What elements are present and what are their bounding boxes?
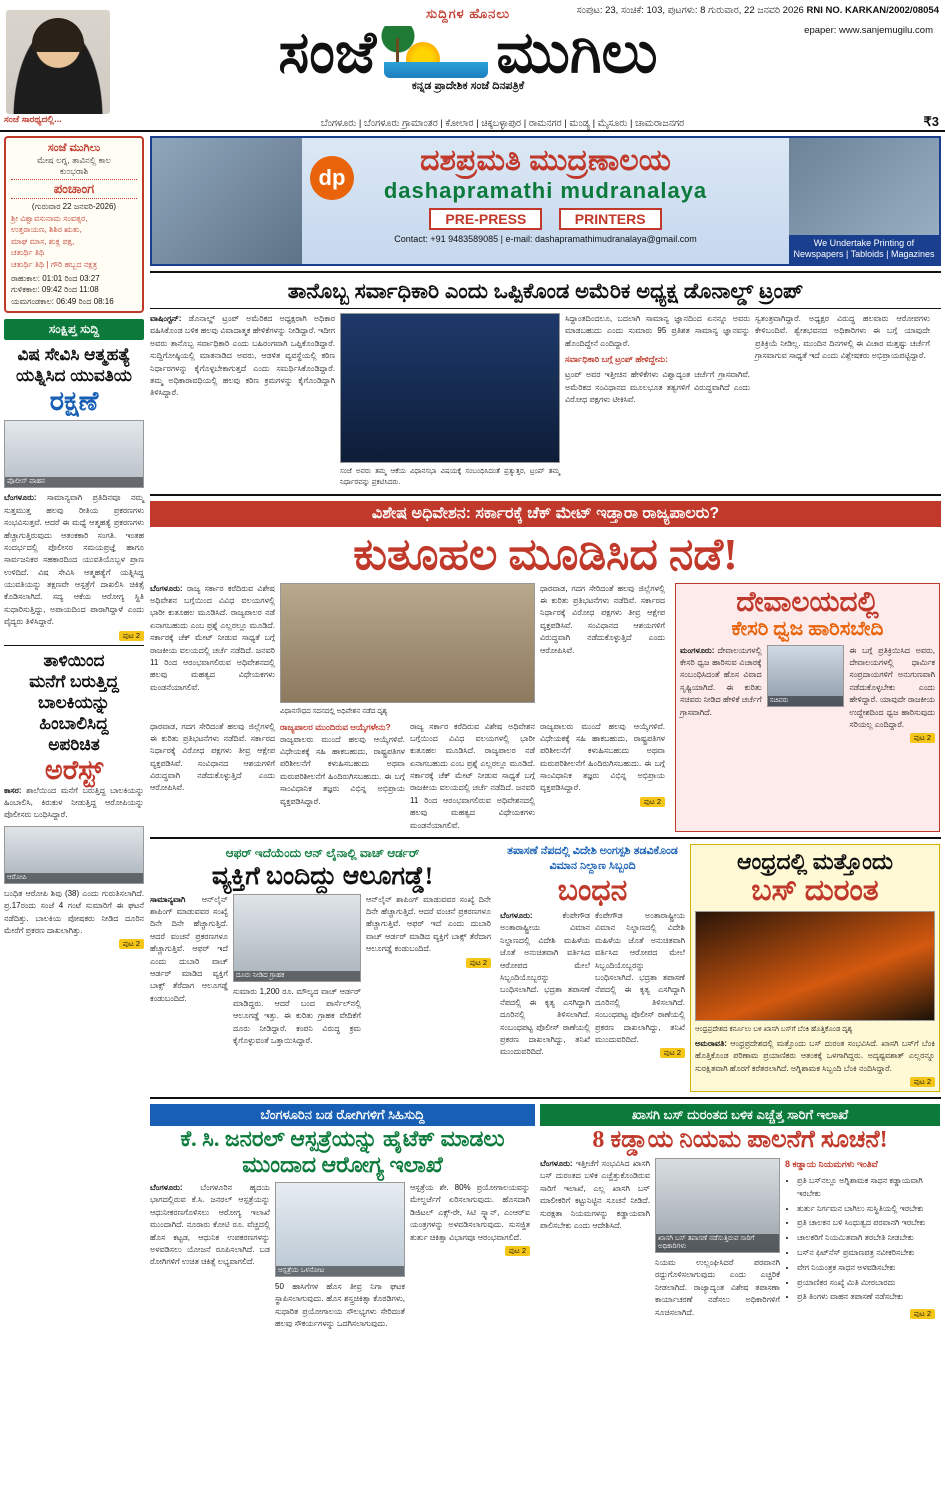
rules-list bbox=[785, 1175, 935, 1304]
temple-headline-1: ದೇವಾಲಯದಲ್ಲಿ bbox=[736, 586, 879, 618]
airport-headline: ಬಂಧನ bbox=[557, 874, 628, 908]
transport-rules bbox=[785, 1158, 935, 1319]
panchanga-row: ಶ್ರೀ ವಿಶ್ವಾವಸುನಾಮ ಸಂವತ್ಸರ, bbox=[11, 213, 88, 223]
trump-press-photo bbox=[340, 313, 560, 463]
rahu-kala-value: 01:01 ರಿಂದ 03:27 bbox=[42, 273, 100, 283]
dateline: ಅಮರಾವತಿ: bbox=[695, 1038, 727, 1048]
offer-story bbox=[150, 844, 495, 1092]
body-text: ರಾಜ್ಯಪಾಲರು ಮುಂದೆ ಹಲವು ಆಯ್ಕೆಗಳಿವೆ. ವಿಧೇಯಕಕ್ಕೆ ಸಹಿ ಹಾಕಬಹುದು, ರಾಷ್ಟ್ರಪತಿಗಳ ಪರಿಶೀಲನೆಗೆ ಕಳುಹಿಸಬಹುದು ಅಥವಾ ಮರುಪರಿಶೀಲನೆಗೆ ಹಿಂದಿರುಗಿಸಬಹುದು. ಈ ಬಗ್ಗೆ ಸಾಂವಿಧಾನಿಕ ತಜ್ಞರು ವಿಭಿನ್ನ ಅಭಿಪ್ರಾಯ ವ್ಯಕ್ತಪಡಿಸಿದ್ದಾರೆ. bbox=[280, 734, 405, 806]
body-text: ರಾಜ್ಯ ಸರ್ಕಾರ ಕರೆದಿರುವ ವಿಶೇಷ ಅಧಿವೇಶನ ಬಗ್ಗೆಯಿಂದ ವಿವಿಧ ವಲಯಗಳಲ್ಲಿ ಭಾರೀ ಕುತೂಹಲ ಮೂಡಿಸಿದೆ. ರಾಜ್ಯಪಾಲರ ನಡೆ ಏನಾಗಬಹುದು ಎಂಬ ಪ್ರಶ್ನೆ ಎಲ್ಲರಲ್ಲೂ ಮೂಡಿದೆ. ಸರ್ಕಾರಕ್ಕೆ ಚೆಕ್ ಮೇಟ್ ನೀಡುವ ಸಾಧ್ಯತೆ ಬಗ್ಗೆ ರಾಜಕೀಯ ವಲಯದಲ್ಲಿ ಚರ್ಚೆ ನಡೆದಿದೆ. ಜನವರಿ 11 ರಿಂದ ಆರಂಭವಾಗಲಿರುವ ಅಧಿವೇಶನದಲ್ಲಿ ಹಲವು ಮಹತ್ವದ ವಿಧೇಯಕಗಳು ಮಂಡನೆಯಾಗಲಿವೆ. bbox=[150, 583, 275, 692]
rule-item: • ಪ್ರಯಾಣಿಕರ ಸಂಖ್ಯೆ ಮಿತಿ ಮೀರಬಾರದು bbox=[797, 1277, 935, 1290]
ad-note-line1: We Undertake Printing of bbox=[813, 237, 915, 248]
rule-item: • ತುರ್ತು ನಿರ್ಗಮನ ಬಾಗಿಲು ಸುಸ್ಥಿತಿಯಲ್ಲಿ ಇರಬೇಕು bbox=[797, 1203, 935, 1216]
panchanga-row: ಚತುರ್ಥಿ ತಿಥಿ | ಗೌರಿ ಹಬ್ಬದ ನಕ್ಷತ್ರ bbox=[11, 259, 98, 269]
masthead bbox=[0, 0, 945, 132]
session-col-6 bbox=[410, 721, 535, 833]
photo-caption: ಪೊಲೀಸ್ ವಾಹನ bbox=[5, 477, 143, 487]
transport-story bbox=[540, 1104, 940, 1331]
temple-photo-wrap bbox=[767, 645, 845, 744]
body-text-dup2: ರಾಜ್ಯ ಸರ್ಕಾರ ಕರೆದಿರುವ ವಿಶೇಷ ಅಧಿವೇಶನ ಬಗ್ಗೆಯಿಂದ ವಿವಿಧ ವಲಯಗಳಲ್ಲಿ ಭಾರೀ ಕುತೂಹಲ ಮೂಡಿಸಿದೆ. ರಾಜ್ಯಪಾಲರ ನಡೆ ಏನಾಗಬಹುದು ಎಂಬ ಪ್ರಶ್ನೆ ಎಲ್ಲರಲ್ಲೂ ಮೂಡಿದೆ. ಸರ್ಕಾರಕ್ಕೆ ಚೆಕ್ ಮೇಟ್ ನೀಡುವ ಸಾಧ್ಯತೆ ಬಗ್ಗೆ ರಾಜಕೀಯ ವಲಯದಲ್ಲಿ ಚರ್ಚೆ ನಡೆದಿದೆ. ಜನವರಿ 11 ರಿಂದ ಆರಂಭವಾಗಲಿರುವ ಅಧಿವೇಶನದಲ್ಲಿ ಹಲವು ಮಹತ್ವದ ವಿಧೇಯಕಗಳು ಮಂಡನೆಯಾಗಲಿವೆ. bbox=[410, 721, 535, 830]
photo-caption: ವಿಧಾನಸೌಧದ ಸದನದಲ್ಲಿ ಅಧಿವೇಶನ ನಡೆದ ದೃಶ್ಯ bbox=[280, 707, 388, 715]
yamaganda-kala-label: ಯಮಗಂಡಕಾಲ: bbox=[11, 296, 54, 306]
trump-photo-wrap bbox=[340, 313, 560, 489]
burning-bus-photo bbox=[695, 911, 935, 1021]
hospital-col-3 bbox=[410, 1182, 530, 1331]
left-story-poison bbox=[4, 344, 144, 640]
temple-col-1 bbox=[680, 645, 762, 744]
session-col-3 bbox=[540, 583, 665, 718]
hospital-band: ಬೆಂಗಳೂರಿನ ಬಡ ರೋಗಿಗಳಿಗೆ ಸಿಹಿಸುದ್ದಿ bbox=[150, 1104, 535, 1126]
rule-item: • ಪ್ರತಿ ಚಾಲಕನ ಬಳಿ ಸಿಂಧುತ್ವದ ಪರವಾನಗಿ ಇರಬೇಕು bbox=[797, 1217, 935, 1230]
minister-photo bbox=[767, 645, 845, 707]
photo-caption: ಸಚಿವರು bbox=[768, 696, 844, 706]
dateline: ಬೆಂಗಳೂರು: bbox=[500, 911, 533, 921]
trump-headline: ತಾನೊಬ್ಬ ಸರ್ವಾಧಿಕಾರಿ ಎಂದು ಒಪ್ಪಿಕೊಂಡ ಅಮೆರಿಕ ಅಧ್ಯಕ್ಷ ಡೊನಾಲ್ಡ್ ಟ್ರಂಪ್ bbox=[287, 280, 804, 303]
gulika-kala-label: ಗುಳಿಕಕಾಲ: bbox=[11, 285, 40, 295]
body-text: ಸಿದ್ಧಾಂತದಿಂದಲೂ, ಬದಲಾಗಿ ಸಾಮಾನ್ಯ ಜ್ಞಾನದಿಂದ ಏನನ್ನೂ ಅವರು ಮಾಡಬಹುದು ಎಂದು ಸುಮಾರು 95 ಪ್ರತಿಶತ ಸಾಮಾನ್ಯ ಜ್ಞಾನವನ್ನು ಹೊಂದಿದ್ದೇನೆ ಎಂದಿದ್ದಾರೆ. bbox=[565, 314, 750, 348]
ad-title-kannada: ದಶಪ್ರಮತಿ ಮುದ್ರಣಾಲಯ bbox=[420, 144, 671, 177]
story-body bbox=[4, 785, 144, 822]
body-text-2: 50 ಹಾಸಿಗೆಗಳ ಹೊಸ ತೀವ್ರ ನಿಗಾ ಘಟಕ ಸ್ಥಾಪಿಸಲಾಗುವುದು. ಹೊಸ ಶಸ್ತ್ರಚಿಕಿತ್ಸಾ ಕೊಠಡಿಗಳು, ಸುಧಾರಿತ ಪ್ರಯೋಗಾಲಯ ಸೌಲಭ್ಯಗಳು ಸೇರಿದಂತೆ ಹಲವು ಸೌಕರ್ಯಗಳನ್ನು ಒದಗಿಸಲಾಗುವುದು. bbox=[275, 1282, 405, 1329]
offer-col-1 bbox=[150, 894, 228, 1048]
transport-band: ಖಾಸಗಿ ಬಸ್ ದುರಂತದ ಬಳಿಕ ಎಚ್ಚೆತ್ತ ಸಾರಿಗೆ ಇಲಾಖೆ bbox=[540, 1104, 940, 1126]
bus-inspection-photo bbox=[655, 1158, 780, 1253]
photo-caption: ಆಸ್ಪತ್ರೆಯ ಒಳನೋಟ bbox=[276, 1266, 404, 1276]
story-headline-line: ಅಪರಿಚಿತ bbox=[48, 734, 100, 754]
body-text-2: ಟ್ರಂಪ್ ಅವರ ಇತ್ತೀಚಿನ ಹೇಳಿಕೆಗಳು ವಿಶ್ವಾದ್ಯಂತ ಚರ್ಚೆಗೆ ಗ್ರಾಸವಾಗಿವೆ. ಅಮೆರಿಕದ ಸಂವಿಧಾನದ ಮೂಲಭೂತ ತತ್ವಗಳಿಗೆ ವಿರುದ್ಧವಾಗಿದೆ ಎಂದು ವಿರೋಧ ಪಕ್ಷಗಳು ಟೀಕಿಸಿವೆ. bbox=[565, 370, 750, 405]
rule-item: • ವೇಗ ನಿಯಂತ್ರಕ ಸಾಧನ ಅಳವಡಿಸಬೇಕು bbox=[797, 1262, 935, 1275]
special-session-headline: ಕುತೂಹಲ ಮೂಡಿಸಿದ ನಡೆ! bbox=[353, 529, 738, 579]
body-text-3: ಆಸ್ಪತ್ರೆಯ ಶೇ. 80% ಪ್ರಯೋಗಾಲಯವನ್ನು ಮೇಲ್ದರ್ಜೆಗೆ ಏರಿಸಲಾಗುವುದು. ಹೊಸದಾಗಿ ಡಿಜಿಟಲ್ ಎಕ್ಸ್-ರೇ, ಸಿಟಿ ಸ್ಕ್ಯಾನ್, ಎಂಆರ್‌ಐ ಯಂತ್ರಗಳನ್ನು ಅಳವಡಿಸಲಾಗುವುದು. ಸುಸಜ್ಜಿತ ತುರ್ತು ಚಿಕಿತ್ಸಾ ವಿಭಾಗವೂ ಆರಂಭವಾಗಲಿದೆ. bbox=[410, 1183, 530, 1242]
epaper-link[interactable]: epaper: www.sanjemugilu.com bbox=[804, 25, 933, 36]
body-text-2: ಬಂಧಿತ ಆರೋಪಿ ಶಿವು (38) ಎಂದು ಗುರುತಿಸಲಾಗಿದೆ. ಪ್ರ.17ರಂದು ಸಂಜೆ 4 ಗಂಟೆ ಸುಮಾರಿಗೆ ಈ ಘಟನೆ ನಡೆದಿತ್ತು. ಬಾಲಕಿಯ ಪೋಷಕರು ನೀಡಿದ ದೂರಿನ ಮೇರೆಗೆ ಪ್ರಕರಣ ದಾಖಲಾಗಿತ್ತು. bbox=[4, 888, 144, 935]
jump-line[interactable]: ಪುಟ 2 bbox=[910, 1077, 935, 1087]
trump-subhead: ಸರ್ವಾಧಿಕಾರಿ ಬಗ್ಗೆ ಟ್ರಂಪ್ ಹೇಳಿದ್ದೇನು: bbox=[565, 354, 668, 365]
jump-line[interactable]: ಪುಟ 2 bbox=[910, 1309, 935, 1319]
body-text-dup3: ರಾಜ್ಯಪಾಲರು ಮುಂದೆ ಹಲವು ಆಯ್ಕೆಗಳಿವೆ. ವಿಧೇಯಕಕ್ಕೆ ಸಹಿ ಹಾಕಬಹುದು, ರಾಷ್ಟ್ರಪತಿಗಳ ಪರಿಶೀಲನೆಗೆ ಕಳುಹಿಸಬಹುದು ಅಥವಾ ಮರುಪರಿಶೀಲನೆಗೆ ಹಿಂದಿರುಗಿಸಬಹುದು. ಈ ಬಗ್ಗೆ ಸಾಂವಿಧಾನಿಕ ತಜ್ಞರು ವಿಭಿನ್ನ ಅಭಿಪ್ರಾಯ ವ್ಯಕ್ತಪಡಿಸಿದ್ದಾರೆ. bbox=[540, 721, 665, 793]
complainant-photo bbox=[233, 894, 361, 982]
dateline: ಬೆಂಗಳೂರು: bbox=[540, 1159, 573, 1169]
special-session-band: ವಿಶೇಷ ಅಧಿವೇಶನ: ಸರ್ಕಾರಕ್ಕೆ ಚೆಕ್ ಮೇಟ್ ಇಡ್ತಾರಾ ರಾಜ್ಯಪಾಲರು? bbox=[150, 501, 941, 527]
story-headline-big: ಅರೆಸ್ಟ್ bbox=[44, 754, 104, 785]
assembly-hall-photo bbox=[280, 583, 535, 703]
airport-story bbox=[500, 844, 685, 1092]
session-subhead: ರಾಜ್ಯಪಾಲರ ಮುಂದಿರುವ ಆಯ್ಕೆಗಳೇನು? bbox=[280, 721, 391, 732]
panchanga-badge: ಸಂಜೆ ಮುಗಿಲು bbox=[47, 142, 101, 154]
panchanga-row: ಚತುರ್ಥಿ ತಿಥಿ bbox=[11, 248, 45, 258]
bus-headline-1: ಆಂಧ್ರದಲ್ಲಿ ಮತ್ತೊಂದು bbox=[736, 849, 894, 875]
offer-headline: ವ್ಯಕ್ತಿಗೆ ಬಂದಿದ್ದು ಆಲೂಗಡ್ಡೆ! bbox=[211, 862, 434, 890]
jump-line[interactable]: ಪುಟ 2 bbox=[505, 1246, 530, 1256]
rni-number: RNI NO. KARKAN/2002/08054 bbox=[806, 5, 939, 16]
jump-line[interactable]: ಪುಟ 2 bbox=[660, 1048, 685, 1058]
dateline: ಕಾಸರ: bbox=[4, 785, 22, 795]
panchanga-row: ಉತ್ತರಾಯಣ, ಶಿಶಿರ ಋತು, bbox=[11, 225, 82, 235]
body-text-2: ನಿಯಮ ಉಲ್ಲಂಘಿಸಿದರೆ ಪರವಾನಗಿ ರದ್ದುಗೊಳಿಸಲಾಗುವುದು ಎಂದು ಎಚ್ಚರಿಕೆ ನೀಡಲಾಗಿದೆ. ರಾಜ್ಯಾದ್ಯಂತ ವಿಶೇಷ ತಪಾಸಣಾ ಕಾರ್ಯಾಚರಣೆ ನಡೆಸಲು ಅಧಿಕಾರಿಗಳಿಗೆ ಸೂಚಿಸಲಾಗಿದೆ. bbox=[655, 1258, 780, 1317]
jump-line[interactable]: ಪುಟ 2 bbox=[910, 733, 935, 743]
transport-photo-wrap bbox=[655, 1158, 780, 1319]
airport-kicker: ತಪಾಸಣೆ ನೆಪದಲ್ಲಿ ವಿದೇಶಿ ಅಂಗಸ್ಪಶಿ ತಡವಿಕೊಂಡ ವಿಮಾನ ನಿಲ್ದಾಣ ಸಿಬ್ಬಂದಿ bbox=[507, 845, 678, 873]
bus-headline-2: ಬಸ್ ದುರಂತ bbox=[751, 874, 879, 908]
main-column bbox=[150, 132, 941, 1331]
bus-fire-story bbox=[690, 844, 940, 1092]
story-headline-line: ಬಾಲಕಿಯನ್ನು bbox=[38, 692, 110, 712]
accused-photo bbox=[4, 826, 144, 884]
offer-col-3 bbox=[366, 894, 491, 1048]
body-text: ಧಾರವಾಡ, ಗದಗ ಸೇರಿದಂತೆ ಹಲವು ಜಿಲ್ಲೆಗಳಲ್ಲಿ ಈ ಕುರಿತು ಪ್ರತಿಭಟನೆಗಳು ನಡೆದಿವೆ. ಸರ್ಕಾರದ ನಿರ್ಧಾರಕ್ಕೆ ವಿರೋಧ ಪಕ್ಷಗಳು ತೀವ್ರ ಆಕ್ಷೇಪ ವ್ಯಕ್ತಪಡಿಸಿವೆ. ಸಂವಿಧಾನದ ಆಶಯಗಳಿಗೆ ವಿರುದ್ಧವಾಗಿ ನಡೆದುಕೊಳ್ಳುತ್ತಿದೆ ಎಂದು ಆರೋಪಿಸಿವೆ. bbox=[540, 583, 665, 655]
rule-item: • ಪ್ರತಿ ಬಸ್‌ನಲ್ಲೂ ಅಗ್ನಿಶಾಮಕ ಸಾಧನ ಕಡ್ಡಾಯವಾಗಿ ಇರಬೇಕು bbox=[797, 1175, 935, 1201]
story-headline-line: ತಾಳಿಯಿಂದ bbox=[43, 650, 105, 670]
body-text-2: ಸುಮಾರು 1,200 ರೂ. ಮೌಲ್ಯದ ವಾಚ್ ಆರ್ಡರ್ ಮಾಡಿದ್ದರು. ಆದರೆ ಬಂದ ಪಾರ್ಸೆಲ್‌ನಲ್ಲಿ ಆಲೂಗಡ್ಡೆ ಇತ್ತು. ಈ ಕುರಿತು ಗ್ರಾಹಕ ವೇದಿಕೆಗೆ ದೂರು ನೀಡಿದ್ದಾರೆ. ಕಂಪನಿ ವಿರುದ್ಧ ಕ್ರಮ ಕೈಗೊಳ್ಳುವಂತೆ ಒತ್ತಾಯಿಸಿದ್ದಾರೆ. bbox=[233, 986, 361, 1046]
yamaganda-kala-value: 06:49 ರಿಂದ 08:16 bbox=[56, 296, 114, 306]
body-text-dup: ಆನ್‌ಲೈನ್ ಶಾಪಿಂಗ್ ಮಾಡುವವರ ಸಂಖ್ಯೆ ದಿನೇ ದಿನೇ ಹೆಚ್ಚಾಗುತ್ತಿದೆ. ಆದರೆ ವಂಚನೆ ಪ್ರಕರಣಗಳೂ ಹೆಚ್ಚಾಗುತ್ತಿವೆ. ಆಫರ್ ಇದೆ ಎಂದು ದುಬಾರಿ ವಾಚ್ ಆರ್ಡರ್ ಮಾಡಿದ ವ್ಯಕ್ತಿಗೆ ಬಾಕ್ಸ್ ತೆರೆದಾಗ ಆಲೂಗಡ್ಡೆ ಕಂಡುಬಂದಿದೆ. bbox=[366, 894, 491, 954]
jump-line[interactable]: ಪುಟ 2 bbox=[119, 939, 144, 949]
printing-press-advertisement[interactable] bbox=[150, 136, 941, 266]
trump-col-4 bbox=[755, 313, 930, 489]
trump-col-1 bbox=[150, 313, 335, 489]
ad-contact[interactable]: Contact: +91 9483589085 | e-mail: dashapramathimudranalaya@gmail.com bbox=[394, 234, 697, 244]
masthead-title bbox=[118, 22, 818, 84]
ad-title-english: dashapramathi mudranalaya bbox=[383, 178, 708, 203]
title-right: ಮುಗಿಲು bbox=[496, 20, 658, 85]
airport-col-2 bbox=[595, 910, 685, 1059]
photo-caption: ಸಂಜೆ ಅವರು ತಮ್ಮ ಆಕೆಯ ವಿಧಾನಸಭಾ ವಿಷಯಕ್ಕೆ ಸಂಬಂಧಿಸಿದಂತೆ ಪ್ರತ್ಯುತ್ತರ, ಟ್ರಂಪ್ ತಮ್ಮ ನಿರ್ಧಾರವನ್ನು ಪ್ರಕಟಿಸಿದರು. bbox=[340, 468, 560, 486]
photo-caption: ಖಾಸಗಿ ಬಸ್ ತಪಾಸಣೆ ನಡೆಸುತ್ತಿರುವ ಸಾರಿಗೆ ಅಧಿಕಾರಿಗಳು bbox=[656, 1234, 779, 1252]
hospital-story bbox=[150, 1104, 535, 1331]
rule-item: • ಪ್ರತಿ ತಿಂಗಳು ವಾಹನ ತಪಾಸಣೆ ನಡೆಸಬೇಕು bbox=[797, 1291, 935, 1304]
dateline: ವಾಷಿಂಗ್ಟನ್: bbox=[150, 314, 182, 323]
panchanga-line1: ಮೇಷ ಲಗ್ನ, ತಾವಿನಲ್ಲಿ ಕಾಲ bbox=[37, 155, 111, 165]
dateline: ಬೆಂಗಳೂರು: bbox=[150, 1183, 183, 1193]
edition-list: ಬೆಂಗಳೂರು | ಬೆಂಗಳೂರು ಗ್ರಾಮಾಂತರ | ಕೋಲಾರ | ಚಿಕ್ಕಬಳ್ಳಾಪುರ | ರಾಮನಗರ | ಮಂಡ್ಯ | ಮೈಸೂರು | ಚಾಮರಾಜನಗರ bbox=[320, 118, 685, 129]
left-column bbox=[4, 132, 144, 949]
masthead-kicker: ಸುದ್ದಿಗಳ ಹೊನಲು bbox=[426, 6, 510, 21]
jump-line[interactable]: ಪುಟ 2 bbox=[466, 958, 491, 968]
rules-title: 8 ಕಡ್ಡಾಯ ನಿಯಮಗಳು ಇಂತಿವೆ bbox=[785, 1159, 878, 1170]
session-col-4 bbox=[150, 721, 275, 833]
rule-item: • ಚಾಲಕರಿಗೆ ನಿಯಮಿತವಾಗಿ ತರಬೇತಿ ನೀಡಬೇಕು bbox=[797, 1232, 935, 1245]
temple-col-3 bbox=[849, 645, 935, 744]
temple-story bbox=[675, 583, 940, 832]
session-col-5 bbox=[280, 721, 405, 833]
gulika-kala-value: 09:42 ರಿಂದ 11:08 bbox=[41, 285, 99, 295]
dateline: ಸಾಮಾನ್ಯವಾಗಿ bbox=[150, 894, 186, 904]
ad-note-line2: Newspapers | Tabloids | Magazines bbox=[793, 249, 935, 260]
body-text: ಕೆಂಪೇಗೌಡ ಅಂತಾರಾಷ್ಟ್ರೀಯ ವಿಮಾನ ನಿಲ್ದಾಣದಲ್ಲಿ ವಿದೇಶಿ ಮಹಿಳೆಯ ಜೊತೆ ಅನುಚಿತವಾಗಿ ವರ್ತಿಸಿದ ಆರೋಪದ ಮೇಲೆ ಸಿಬ್ಬಂದಿಯೊಬ್ಬರನ್ನು ಬಂಧಿಸಲಾಗಿದೆ. ಭದ್ರತಾ ತಪಾಸಣೆ ನೆಪದಲ್ಲಿ ಈ ಕೃತ್ಯ ಎಸಗಿದ್ದಾಗಿ ದೂರಿನಲ್ಲಿ ತಿಳಿಸಲಾಗಿದೆ. ಸಂಬಂಧಪಟ್ಟ ಪೊಲೀಸ್ ಠಾಣೆಯಲ್ಲಿ ಪ್ರಕರಣ ದಾಖಲಾಗಿದ್ದು, ತನಿಖೆ ಮುಂದುವರಿದಿದೆ. bbox=[500, 911, 590, 1057]
session-photo-wrap bbox=[280, 583, 535, 718]
session-col-7 bbox=[540, 721, 665, 833]
session-col-1 bbox=[150, 583, 275, 718]
jump-line[interactable]: ಪುಟ 2 bbox=[119, 631, 144, 641]
panchanga-date: (ಗುರುವಾರ 22 ಜನವರಿ-2026) bbox=[31, 202, 117, 211]
story-kicker: ವಿಷ ಸೇವಿಸಿ ಆತ್ಮಹತ್ಯೆ ಯತ್ನಿಸಿದ ಯುವತಿಯ bbox=[16, 345, 132, 386]
photo-caption: ಆರೋಪಿ bbox=[5, 873, 143, 883]
story-headline-line: ಮನೆಗೆ ಬರುತ್ತಿದ್ದ bbox=[29, 671, 119, 691]
ad-printers-button[interactable]: PRINTERS bbox=[559, 208, 662, 230]
hospital-photo-wrap bbox=[275, 1182, 405, 1331]
panchanga-title: ಪಂಚಾಂಗ bbox=[11, 179, 137, 199]
dateline: ಬೆಂಗಳೂರು: bbox=[4, 493, 37, 503]
brief-news-section-header: ಸಂಕ್ಷಿಪ್ತ ಸುದ್ದಿ bbox=[4, 319, 144, 340]
special-session-story bbox=[150, 501, 941, 832]
body-text: ಇತ್ತೀಚೆಗೆ ಸಂಭವಿಸಿದ ಖಾಸಗಿ ಬಸ್ ದುರಂತದ ಬಳಿಕ ಎಚ್ಚೆತ್ತುಕೊಂಡಿರುವ ಸಾರಿಗೆ ಇಲಾಖೆ, ಎಲ್ಲ ಖಾಸಗಿ ಬಸ್ ಮಾಲೀಕರಿಗೆ ಕಟ್ಟುನಿಟ್ಟಿನ ಸೂಚನೆ ನೀಡಿದೆ. ಸುರಕ್ಷತಾ ನಿಯಮಗಳನ್ನು ಕಡ್ಡಾಯವಾಗಿ ಪಾಲಿಸಬೇಕು ಎಂದು ಆದೇಶಿಸಿದೆ. bbox=[540, 1159, 650, 1231]
three-story-row bbox=[150, 844, 941, 1092]
story-headline-line: ಹಿಂಬಾಲಿಸಿದ್ದ bbox=[39, 713, 109, 733]
dateline: ಬೆಂಗಳೂರು: bbox=[150, 583, 183, 593]
ad-logo-icon: dp bbox=[310, 156, 354, 200]
cover-price: ₹3 bbox=[923, 114, 939, 129]
panchanga-line2: ಕುಂಭರಾಶಿ bbox=[59, 166, 89, 176]
issue-text: ಸಂಪುಟ: 23, ಸಂಚಿಕೆ: 103, ಪುಟಗಳು: 8 ಗುರುವಾರ, 22 ಜನವರಿ 2026 bbox=[576, 5, 804, 16]
offer-kicker: ಆಫರ್ ಇದೆಯೆಂದು ಆನ್ ಲೈನಾಲ್ಲಿ ವಾಚ್ ಆರ್ಡರ್ bbox=[225, 846, 420, 861]
dateline: ಮಂಗಳೂರು: bbox=[680, 645, 715, 655]
bottom-row bbox=[150, 1104, 941, 1331]
story-headline: ರಕ್ಷಣೆ bbox=[49, 386, 99, 417]
ad-content bbox=[302, 138, 789, 264]
ad-photo-left bbox=[152, 138, 302, 264]
body-text: ಆಂಧ್ರಪ್ರದೇಶದಲ್ಲಿ ಮತ್ತೊಂದು ಬಸ್ ದುರಂತ ಸಂಭವಿಸಿದೆ. ಖಾಸಗಿ ಬಸ್‌ಗೆ ಬೆಂಕಿ ಹೊತ್ತಿಕೊಂಡ ಪರಿಣಾಮ ಪ್ರಯಾಣಿಕರು ಆತಂಕಕ್ಕೆ ಒಳಗಾಗಿದ್ದರು. ಅದೃಷ್ಟವಶಾತ್ ಎಲ್ಲರನ್ನೂ ಸುರಕ್ಷಿತವಾಗಿ ಹೊರಗೆ ಕರೆತರಲಾಗಿದೆ. ಅಗ್ನಿಶಾಮಕ ಸಿಬ್ಬಂದಿ ಬೆಂಕಿ ನಂದಿಸಿದ್ದಾರೆ. bbox=[695, 1038, 935, 1073]
jump-line[interactable]: ಪುಟ 2 bbox=[640, 797, 665, 807]
body-text: ಡೊನಾಲ್ಡ್ ಟ್ರಂಪ್ ಅಮೆರಿಕದ ಅಧ್ಯಕ್ಷರಾಗಿ ಅಧಿಕಾರ ವಹಿಸಿಕೊಂಡ ಬಳಿಕ ಹಲವು ವಿವಾದಾತ್ಮಕ ಹೇಳಿಕೆಗಳನ್ನು ನೀಡಿದ್ದಾರೆ. ಇದೀಗ ಅವರು ತಾನೊಬ್ಬ ಸರ್ವಾಧಿಕಾರಿ ಎಂದು ಬಹಿರಂಗವಾಗಿ ಒಪ್ಪಿಕೊಂಡಿದ್ದಾರೆ. ಸುದ್ದಿಗೋಷ್ಠಿಯಲ್ಲಿ ಮಾತನಾಡಿದ ಅವರು, ಆಡಳಿತ ವ್ಯವಸ್ಥೆಯಲ್ಲಿ ಕಠಿಣ ನಿರ್ಧಾರಗಳನ್ನು ಕೈಗೊಳ್ಳಬೇಕಾಗುತ್ತದೆ ಎಂದು ಸಮರ್ಥಿಸಿಕೊಂಡಿದ್ದಾರೆ. ತಮ್ಮ ಅಧಿಕಾರಾವಧಿಯಲ್ಲಿ ಹಲವು ಕಠಿಣ ಕ್ರಮಗಳನ್ನು ಕೈಗೊಂಡಿದ್ದಾಗಿ ತಿಳಿಸಿದ್ದಾರೆ. bbox=[150, 314, 335, 398]
rahu-kala-label: ರಾಹುಕಾಲ: bbox=[11, 273, 40, 283]
portrait-caption: ಸಂಜೆ ಸಾರಥ್ಯದಲ್ಲಿ... bbox=[4, 114, 62, 124]
temple-headline-2: ಕೇಸರಿ ಧ್ವಜ ಹಾರಿಸಬೇದಿ bbox=[731, 617, 884, 640]
hospital-ward-photo bbox=[275, 1182, 405, 1277]
panchanga-row: ಮಾಘ ಮಾಸ, ಶುಕ್ಲ ಪಕ್ಷ, bbox=[11, 236, 75, 246]
airport-col-1 bbox=[500, 910, 590, 1059]
transport-col-1 bbox=[540, 1158, 650, 1319]
panchanga-box bbox=[4, 136, 144, 313]
body-text: ದೇವಾಲಯಗಳಲ್ಲಿ ಕೇಸರಿ ಧ್ವಜ ಹಾರಿಸುವ ವಿಚಾರಕ್ಕೆ ಸಂಬಂಧಿಸಿದಂತೆ ಹೊಸ ವಿವಾದ ಸೃಷ್ಟಿಯಾಗಿದೆ. ಈ ಕುರಿತು ಸಚಿವರು ನೀಡಿದ ಹೇಳಿಕೆ ಚರ್ಚೆಗೆ ಗ್ರಾಸವಾಗಿದೆ. bbox=[680, 645, 762, 717]
body-text: ಆನ್‌ಲೈನ್ ಶಾಪಿಂಗ್ ಮಾಡುವವರ ಸಂಖ್ಯೆ ದಿನೇ ದಿನೇ ಹೆಚ್ಚಾಗುತ್ತಿದೆ. ಆದರೆ ವಂಚನೆ ಪ್ರಕರಣಗಳೂ ಹೆಚ್ಚಾಗುತ್ತಿವೆ. ಆಫರ್ ಇದೆ ಎಂದು ದುಬಾರಿ ವಾಚ್ ಆರ್ಡರ್ ಮಾಡಿದ ವ್ಯಕ್ತಿಗೆ ಬಾಕ್ಸ್ ತೆರೆದಾಗ ಆಲೂಗಡ್ಡೆ ಕಂಡುಬಂದಿದೆ. bbox=[150, 894, 228, 1003]
masthead-center bbox=[118, 6, 818, 93]
hospital-headline: ಕೆ. ಸಿ. ಜನರಲ್ ಆಸ್ಪತ್ರೆಯನ್ನು ಹೈಟೆಕ್ ಮಾಡಲು ಮುಂದಾದ ಆರೋಗ್ಯ ಇಲಾಖೆ bbox=[180, 1126, 505, 1178]
rule-item: • ಬಸ್‌ನ ಫಿಟ್‌ನೆಸ್ ಪ್ರಮಾಣಪತ್ರ ನವೀಕರಿಸಬೇಕು bbox=[797, 1247, 935, 1260]
body-text: ಸ್ವತಂತ್ರವಾಗಿದ್ದಾರೆ. ಅಧ್ಯಕ್ಷರ ವಿರುದ್ಧ ಹಲವಾರು ಆರೋಪಗಳು ಕೇಳಿಬಂದಿವೆ. ಶ್ವೇತಭವನದ ಅಧಿಕಾರಿಗಳು ಈ ಬಗ್ಗೆ ಯಾವುದೇ ಪ್ರತಿಕ್ರಿಯೆ ನೀಡಿಲ್ಲ. ಮುಂದಿನ ದಿನಗಳಲ್ಲಿ ಈ ವಿಚಾರ ಮತ್ತಷ್ಟು ಚರ್ಚೆಗೆ ಗ್ರಾಸವಾಗುವ ಸಾಧ್ಯತೆ ಇದೆ ಎಂದು ವಿಶ್ಲೇಷಕರು ಅಭಿಪ್ರಾಯಪಟ್ಟಿದ್ದಾರೆ. bbox=[755, 314, 930, 361]
special-session-left bbox=[150, 583, 670, 832]
offer-photo-wrap bbox=[233, 894, 361, 1048]
police-vehicle-photo bbox=[4, 420, 144, 488]
left-story-arrest bbox=[4, 650, 144, 950]
ad-prepress-button[interactable]: PRE-PRESS bbox=[429, 208, 542, 230]
photo-caption: ದೂರು ನೀಡಿದ ಗ್ರಾಹಕ bbox=[234, 971, 360, 981]
trump-story bbox=[150, 279, 941, 489]
body-text-2: ಈ ಬಗ್ಗೆ ಪ್ರತಿಕ್ರಿಯಿಸಿದ ಅವರು, ದೇವಾಲಯಗಳಲ್ಲಿ ಧಾರ್ಮಿಕ ಸಂಪ್ರದಾಯಗಳಿಗೆ ಅನುಗುಣವಾಗಿ ನಡೆದುಕೊಳ್ಳಬೇಕು ಎಂದು ಹೇಳಿದ್ದಾರೆ. ಯಾವುದೇ ರಾಜಕೀಯ ಉದ್ದೇಶದಿಂದ ಧ್ವಜ ಹಾರಿಸುವುದು ಸರಿಯಲ್ಲ ಎಂದಿದ್ದಾರೆ. bbox=[849, 645, 936, 730]
body-text: ಶಾಲೆಯಿಂದ ಮನೆಗೆ ಬರುತ್ತಿದ್ದ ಬಾಲಕಿಯನ್ನು ಹಿಂಬಾಲಿಸಿ, ಕಿರುಕುಳ ನೀಡುತ್ತಿದ್ದ ಆರೋಪಿಯನ್ನು ಪೊಲೀಸರು ಬಂಧಿಸಿದ್ದಾರೆ. bbox=[4, 785, 144, 820]
ad-note bbox=[789, 235, 939, 264]
hospital-col-1 bbox=[150, 1182, 270, 1331]
body-text-dup: ಧಾರವಾಡ, ಗದಗ ಸೇರಿದಂತೆ ಹಲವು ಜಿಲ್ಲೆಗಳಲ್ಲಿ ಈ ಕುರಿತು ಪ್ರತಿಭಟನೆಗಳು ನಡೆದಿವೆ. ಸರ್ಕಾರದ ನಿರ್ಧಾರಕ್ಕೆ ವಿರೋಧ ಪಕ್ಷಗಳು ತೀವ್ರ ಆಕ್ಷೇಪ ವ್ಯಕ್ತಪಡಿಸಿವೆ. ಸಂವಿಧಾನದ ಆಶಯಗಳಿಗೆ ವಿರುದ್ಧವಾಗಿ ನಡೆದುಕೊಳ್ಳುತ್ತಿದೆ ಎಂದು ಆರೋಪಿಸಿವೆ. bbox=[150, 721, 275, 793]
sun-palm-logo-icon bbox=[376, 26, 496, 80]
title-left: ಸಂಜೆ bbox=[278, 20, 377, 85]
masthead-tagline: ಕನ್ನಡ ಪ್ರಾದೇಶಿಕ ಸಂಜೆ ದಿನಪತ್ರಿಕೆ bbox=[411, 80, 525, 92]
photo-caption: ಆಂಧ್ರಪ್ರದೇಶದ ಕರ್ನೂಲು ಬಳಿ ಖಾಸಗಿ ಬಸ್‌ಗೆ ಬೆಂಕಿ ಹೊತ್ತಿಕೊಂಡ ದೃಶ್ಯ bbox=[695, 1026, 853, 1034]
story-body bbox=[4, 492, 144, 628]
trump-col-3 bbox=[565, 313, 750, 489]
body-text: ಸಾಮಾನ್ಯವಾಗಿ ಪ್ರತಿದಿನವೂ ನಮ್ಮ ಸುತ್ತಮುತ್ತ ಹಲವು ರೀತಿಯ ಪ್ರಕರಣಗಳು ಸಂಭವಿಸುತ್ತವೆ. ಆದರೆ ಈ ಮಧ್ಯೆ ಆತ್ಮಹತ್ಯೆ ಪ್ರಕರಣಗಳು ಹೆಚ್ಚಾಗುತ್ತಿರುವುದು ಆತಂಕಕಾರಿ ಸಂಗತಿ. ಇಂತಹ ಸಂದರ್ಭದಲ್ಲಿ ಪೊಲೀಸರ ಸಮಯಪ್ರಜ್ಞೆ ಹಾಗೂ ಸಾರ್ವಜನಿಕರ ಸಹಕಾರದಿಂದ ಯುವತಿಯೊಬ್ಬಳ ಪ್ರಾಣ ಉಳಿದಿದೆ. ವಿಷ ಸೇವಿಸಿ ಆತ್ಮಹತ್ಯೆಗೆ ಯತ್ನಿಸಿದ್ದ ಯುವತಿಯನ್ನು ತಕ್ಷಣವೇ ಆಸ್ಪತ್ರೆಗೆ ದಾಖಲಿಸಿ ಚಿಕಿತ್ಸೆ ಕೊಡಿಸಲಾಗಿದೆ. ಸದ್ಯ ಆಕೆಯ ಆರೋಗ್ಯ ಸ್ಥಿತಿ ಸುಧಾರಿಸುತ್ತಿದ್ದು, ಅಪಾಯದಿಂದ ಪಾರಾಗಿದ್ದಾಳೆ ಎಂದು ವೈದ್ಯರು ತಿಳಿಸಿದ್ದಾರೆ. bbox=[4, 493, 144, 627]
transport-headline: 8 ಕಡ್ಡಾಯ ನಿಯಮ ಪಾಲನೆಗೆ ಸೂಚನೆ! bbox=[592, 1127, 888, 1154]
body-text: ಬೆಂಗಳೂರಿನ ಹೃದಯ ಭಾಗದಲ್ಲಿರುವ ಕೆ.ಸಿ. ಜನರಲ್ ಆಸ್ಪತ್ರೆಯನ್ನು ಆಧುನೀಕರಣಗೊಳಿಸಲು ಆರೋಗ್ಯ ಇಲಾಖೆ ಮುಂದಾಗಿದೆ. ನೂರಾರು ಕೋಟಿ ರೂ. ವೆಚ್ಚದಲ್ಲಿ ಹೊಸ ಕಟ್ಟಡ, ಆಧುನಿಕ ಉಪಕರಣಗಳನ್ನು ಅಳವಡಿಸಲು ಯೋಜನೆ ರೂಪಿಸಲಾಗಿದೆ. ಬಡ ರೋಗಿಗಳಿಗೆ ಉಚಿತ ಚಿಕಿತ್ಸೆ ಲಭ್ಯವಾಗಲಿದೆ. bbox=[150, 1183, 270, 1267]
editor-portrait bbox=[6, 10, 110, 114]
body-text-dup: ಕೆಂಪೇಗೌಡ ಅಂತಾರಾಷ್ಟ್ರೀಯ ವಿಮಾನ ನಿಲ್ದಾಣದಲ್ಲಿ ವಿದೇಶಿ ಮಹಿಳೆಯ ಜೊತೆ ಅನುಚಿತವಾಗಿ ವರ್ತಿಸಿದ ಆರೋಪದ ಮೇಲೆ ಸಿಬ್ಬಂದಿಯೊಬ್ಬರನ್ನು ಬಂಧಿಸಲಾಗಿದೆ. ಭದ್ರತಾ ತಪಾಸಣೆ ನೆಪದಲ್ಲಿ ಈ ಕೃತ್ಯ ಎಸಗಿದ್ದಾಗಿ ದೂರಿನಲ್ಲಿ ತಿಳಿಸಲಾಗಿದೆ. ಸಂಬಂಧಪಟ್ಟ ಪೊಲೀಸ್ ಠಾಣೆಯಲ್ಲಿ ಪ್ರಕರಣ ದಾಖಲಾಗಿದ್ದು, ತನಿಖೆ ಮುಂದುವರಿದಿದೆ. bbox=[595, 911, 685, 1044]
